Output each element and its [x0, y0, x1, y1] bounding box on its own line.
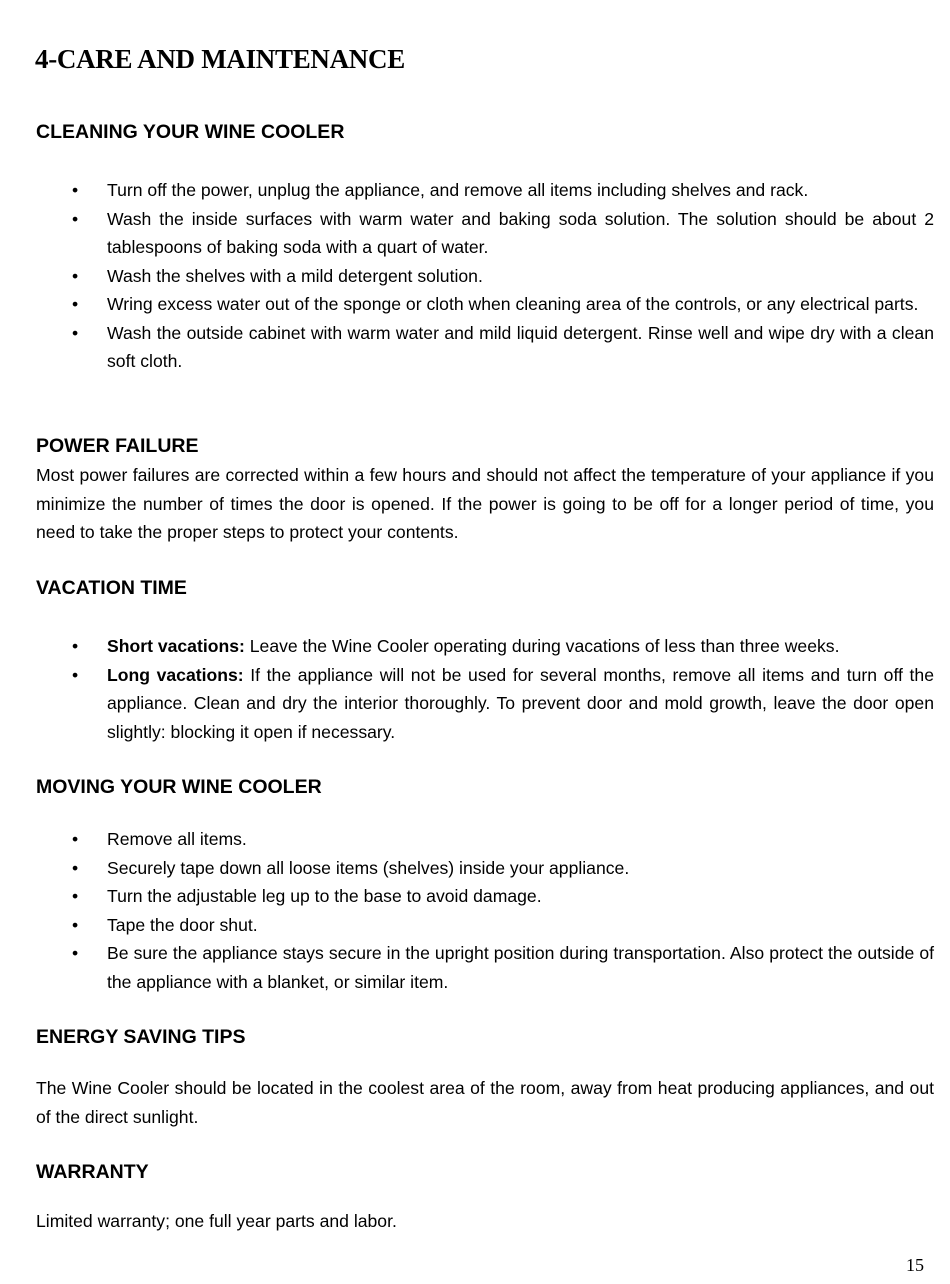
long-vacations-text: If the appliance will not be used for several months, remove all items and turn off the appliance. Clean and dry the interior thoroughly. To prevent door and mold growth, leave the door open slightly: blocking it open if necessary.	[107, 664, 934, 742]
list-item: • Wring excess water out of the sponge or cloth when cleaning area of the controls, or any electrical parts.	[36, 290, 934, 319]
vacation-list	[36, 632, 934, 746]
energy-text: The Wine Cooler should be located in the coolest area of the room, away from heat producing appliances, and out of the direct sunlight.	[36, 1078, 934, 1127]
vacation-heading: VACATION TIME	[36, 577, 187, 599]
list-item: • Wash the inside surfaces with warm water and baking soda solution. The solution should be about 2 tablespoons of baking soda with a quart of water.	[36, 205, 934, 262]
moving-heading: MOVING YOUR WINE COOLER	[36, 776, 322, 798]
page-number: 15	[906, 1255, 924, 1275]
list-item: • Be sure the appliance stays secure in the upright position during transportation. Also protect the outside of the appliance with a blanket, or similar item.	[36, 939, 934, 996]
long-vacations-label: Long vacations:	[107, 664, 244, 685]
short-vacations-text: Leave the Wine Cooler operating during vacations of less than three weeks.	[244, 636, 840, 656]
cleaning-list	[36, 176, 934, 376]
short-vacations-label: Short vacations:	[107, 636, 245, 656]
list-item: • Remove all items.	[36, 825, 934, 854]
list-item: • Turn the adjustable leg up to the base to avoid damage.	[36, 882, 934, 911]
warranty-heading: WARRANTY	[36, 1161, 149, 1183]
list-item: • Wash the shelves with a mild detergent solution.	[36, 262, 934, 291]
moving-list	[36, 825, 934, 996]
energy-heading: ENERGY SAVING TIPS	[36, 1026, 246, 1048]
list-item: • Securely tape down all loose items (shelves) inside your appliance.	[36, 854, 934, 883]
power-failure-heading: POWER FAILURE	[36, 435, 199, 457]
warranty-text: Limited warranty; one full year parts and labor.	[36, 1211, 397, 1231]
list-item: • Turn off the power, unplug the appliance, and remove all items including shelves and rack.	[36, 176, 934, 205]
chapter-title: 4-CARE AND MAINTENANCE	[35, 44, 405, 74]
list-item	[36, 661, 934, 747]
power-failure-text: Most power failures are corrected within a few hours and should not affect the temperature of your appliance if you minimize the number of times the door is opened. If the power is going to be off for a longer period of time, you need to take the proper steps to protect your contents.	[36, 465, 934, 542]
list-item: • Wash the outside cabinet with warm water and mild liquid detergent. Rinse well and wipe dry with a clean soft cloth.	[36, 319, 934, 376]
cleaning-heading: CLEANING YOUR WINE COOLER	[36, 121, 345, 143]
list-item: • Tape the door shut.	[36, 911, 934, 940]
list-item	[36, 632, 934, 661]
